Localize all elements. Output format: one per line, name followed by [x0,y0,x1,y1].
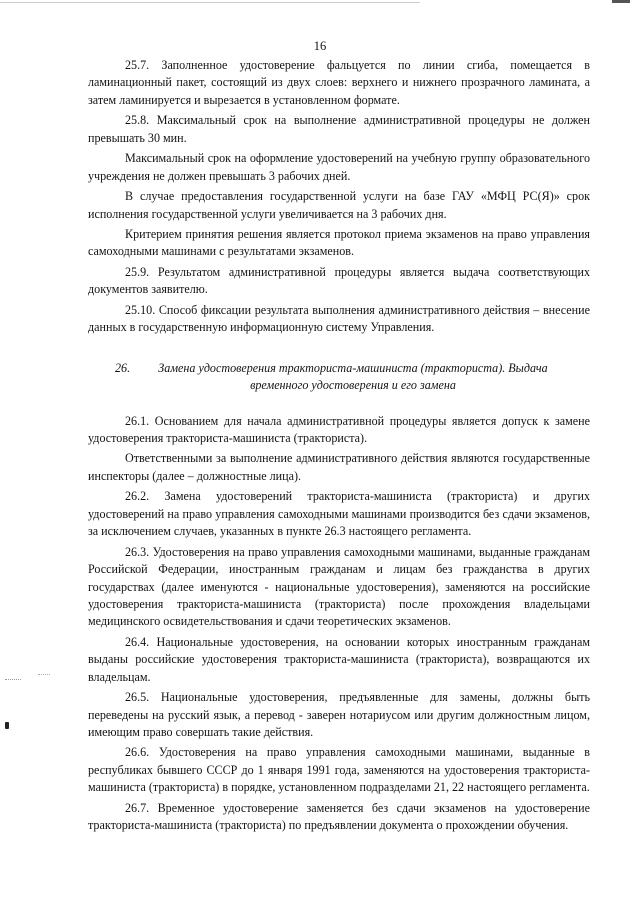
section-heading [88,360,590,395]
scan-speck [38,674,50,676]
scan-edge-mark [612,0,630,3]
paragraph-25-8: 25.8. Максимальный срок на выполнение административной процедуры не должен превышать 30 мин. [88,113,590,145]
section-title: Замена удостоверения тракториста-машиниста (тракториста). Выдача временного удостоверения и его замена [158,360,548,393]
paragraph-mfc: В случае предоставления государственной услуги на базе ГАУ «МФЦ РС(Я)» срок исполнения государственной услуги увеличивается на 3 рабочих дня. [88,189,590,221]
paragraph-25-7: 25.7. Заполненное удостоверение фальцуется по линии сгиба, помещается в ламинационный пакет, состоящий из двух слоев: верхнего и нижнего прозрачного ламината, а затем ламинируется и вырезается в установленном формате. [88,58,590,107]
paragraph-26-4: 26.4. Национальные удостоверения, на основании которых иностранным гражданам выданы российские удостоверения тракториста-машиниста (тракториста), возвращаются их владельцам. [88,634,590,684]
scan-blot [5,722,9,729]
paragraph-26-1: 26.1. Основанием для начала административной процедуры является допуск к замене удостоверения тракториста-машиниста (тракториста). [88,413,590,445]
scan-edge-line [0,2,420,3]
paragraph-25-10: 25.10. Способ фиксации результата выполнения административного действия – внесение данных в государственную информационную систему Управления. [88,302,590,335]
paragraph-26-6: 26.6. Удостоверения на право управления самоходными машинами, выданные в республиках бывшего СССР до 1 января 1991 года, заменяются на удостоверения тракториста-машиниста (тракториста) в порядке, установленном подразделами 21, 22 настоящего регламента. [88,745,590,795]
section-number: 26. [115,360,131,375]
paragraph-criterion: Критерием принятия решения является протокол приема экзаменов на право управления самоходными машинами с результатами экзаменов. [88,227,590,259]
page-number: 16 [313,39,327,53]
paragraph-25-9: 25.9. Результатом административной процедуры является выдача соответствующих документов заявителю. [88,264,590,297]
paragraph-responsible: Ответственными за выполнение административного действия являются государственные инспекторы (далее – должностные лица). [88,451,590,483]
paragraph-26-5: 26.5. Национальные удостоверения, предъявленные для замены, должны быть переведены на русский язык, а перевод - заверен нотариусом или другим должностным лицом, имеющим право совершать такие действия. [88,690,590,739]
scan-speck [5,679,21,681]
paragraph-26-2: 26.2. Замена удостоверений тракториста-машиниста (тракториста) и других удостоверений на право управления самоходными машинами производится без сдачи экзаменов, за исключением случаев, указанных в пункте 26.3 настоящего регламента. [88,489,590,539]
paragraph-max-term: Максимальный срок на оформление удостоверений на учебную группу образовательного учреждения не должен превышать 3 рабочих дней. [88,151,590,183]
paragraph-26-3: 26.3. Удостоверения на право управления самоходными машинами, выданные гражданам Российской Федерации, иностранным гражданам и лицам без гражданства в других государствах (далее именуются - национальные удостоверения), заменяются на российские удостоверения тракториста-машиниста (тракториста) после прохождения владельцами медицинского освидетельствования и сдачи теоретических экзаменов. [88,544,590,629]
document-body [88,57,590,835]
paragraph-26-7: 26.7. Временное удостоверение заменяется без сдачи экзаменов на удостоверение тракториста-машиниста (тракториста) по предъявлении документа о прохождении обучения. [88,800,590,833]
